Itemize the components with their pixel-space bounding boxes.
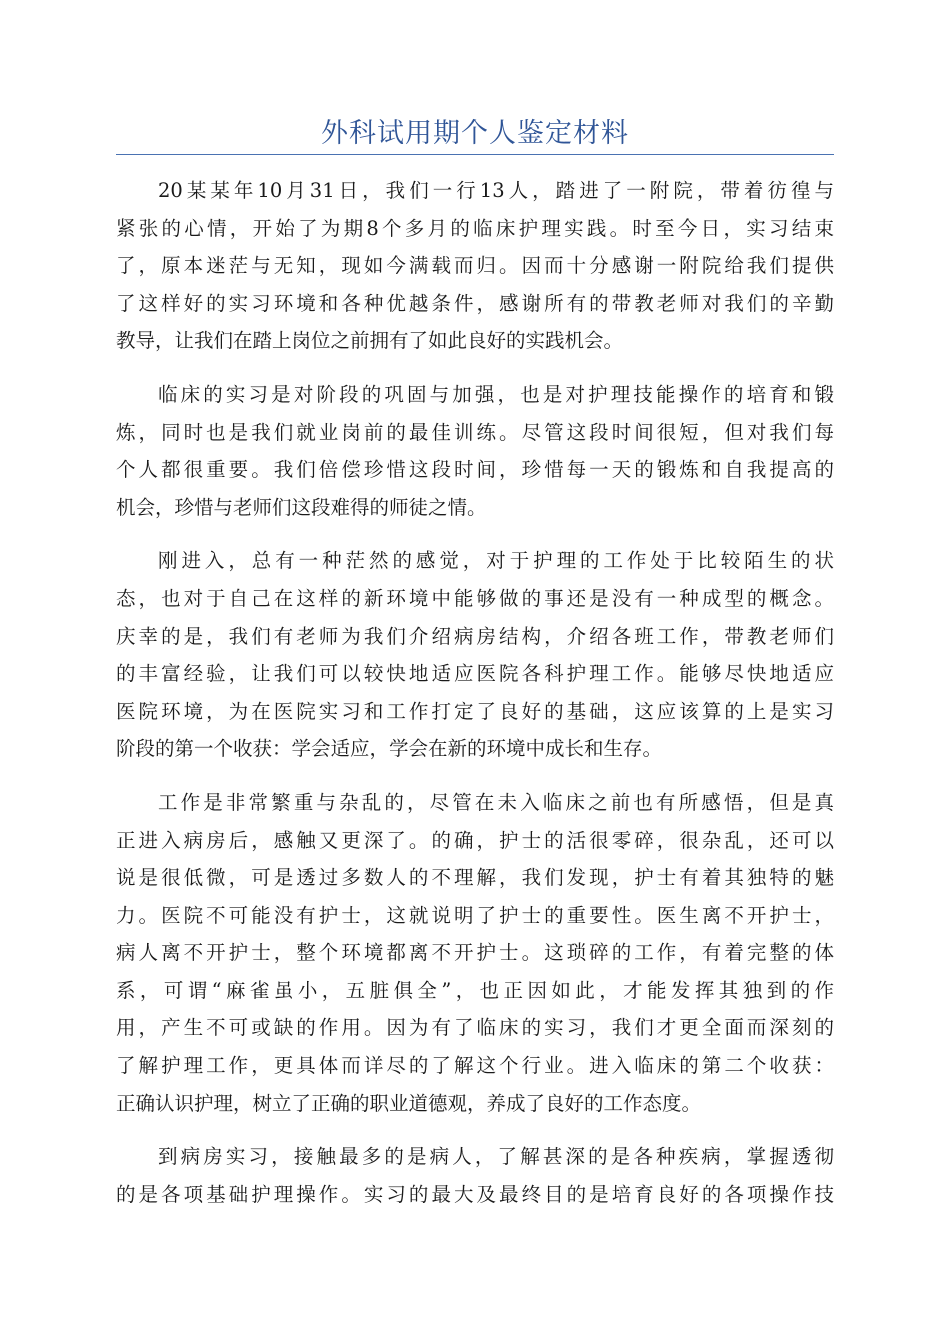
paragraph-line: 20某某年10月31日，我们一行13人，踏进了一附院，带着彷徨与 (158, 179, 834, 202)
paragraph-line: 炼，同时也是我们就业岗前的最佳训练。尽管这段时间很短，但对我们每 (116, 420, 834, 444)
document-title: 外科试用期个人鉴定材料 (321, 118, 629, 149)
paragraph-line: 正确认识护理，树立了正确的职业道德观，养成了良好的工作态度。 (116, 1091, 702, 1115)
paragraph-line: 临床的实习是对阶段的巩固与加强，也是对护理技能操作的培育和锻 (158, 382, 834, 406)
paragraph-line: 了解护理工作，更具体而详尽的了解这个行业。进入临床的第二个收获： (116, 1054, 834, 1078)
paragraph-line: 紧张的心情，开始了为期8个多月的临床护理实践。时至今日，实习结束 (116, 216, 834, 240)
paragraph-line: 系，可谓“麻雀虽小，五脏俱全”，也正因如此，才能发挥其独到的作 (116, 978, 834, 1002)
paragraph-line: 个人都很重要。我们倍偿珍惜这段时间，珍惜每一天的锻炼和自我提高的 (116, 458, 834, 482)
paragraph (116, 784, 834, 1122)
paragraph (116, 1138, 834, 1213)
paragraph-line: 说是很低微，可是透过多数人的不理解，我们发现，护士有着其独特的魅 (116, 866, 834, 890)
paragraph (116, 542, 834, 768)
paragraph-line: 刚进入，总有一种茫然的感觉，对于护理的工作处于比较陌生的状 (158, 549, 834, 573)
title-underline (116, 154, 834, 155)
document-body (116, 172, 834, 1229)
paragraph-line: 机会，珍惜与老师们这段难得的师徒之情。 (116, 495, 487, 519)
paragraph-line: 庆幸的是，我们有老师为我们介绍病房结构，介绍各班工作，带教老师们 (116, 624, 834, 648)
paragraph-line: 力。医院不可能没有护士，这就说明了护士的重要性。医生离不开护士， (116, 903, 834, 927)
paragraph-line: 病人离不开护士，整个环境都离不开护士。这琐碎的工作，有着完整的体 (116, 941, 834, 965)
paragraph-line: 阶段的第一个收获：学会适应，学会在新的环境中成长和生存。 (116, 737, 663, 761)
paragraph-line: 的丰富经验，让我们可以较快地适应医院各科护理工作。能够尽快地适应 (116, 662, 834, 686)
paragraph-line: 医院环境，为在医院实习和工作打定了良好的基础，这应该算的上是实习 (116, 699, 834, 723)
paragraph-line: 教导，让我们在踏上岗位之前拥有了如此良好的实践机会。 (116, 329, 624, 353)
paragraph-line: 用，产生不可或缺的作用。因为有了临床的实习，我们才更全面而深刻的 (116, 1016, 834, 1040)
paragraph (116, 376, 834, 526)
paragraph-line: 正进入病房后，感触又更深了。的确，护士的活很零碎，很杂乱，还可以 (116, 828, 834, 852)
paragraph-line: 了这样好的实习环境和各种优越条件，感谢所有的带教老师对我们的辛勤 (116, 291, 834, 315)
paragraph-line: 的是各项基础护理操作。实习的最大及最终目的是培育良好的各项操作技 (116, 1182, 834, 1206)
paragraph-line: 到病房实习，接触最多的是病人，了解甚深的是各种疾病，掌握透彻 (158, 1145, 834, 1169)
paragraph-line: 了，原本迷茫与无知，现如今满载而归。因而十分感谢一附院给我们提供 (116, 254, 834, 278)
paragraph (116, 172, 834, 360)
paragraph-line: 态，也对于自己在这样的新环境中能够做的事还是没有一种成型的概念。 (116, 586, 834, 610)
paragraph-line: 工作是非常繁重与杂乱的，尽管在未入临床之前也有所感悟，但是真 (158, 790, 834, 814)
